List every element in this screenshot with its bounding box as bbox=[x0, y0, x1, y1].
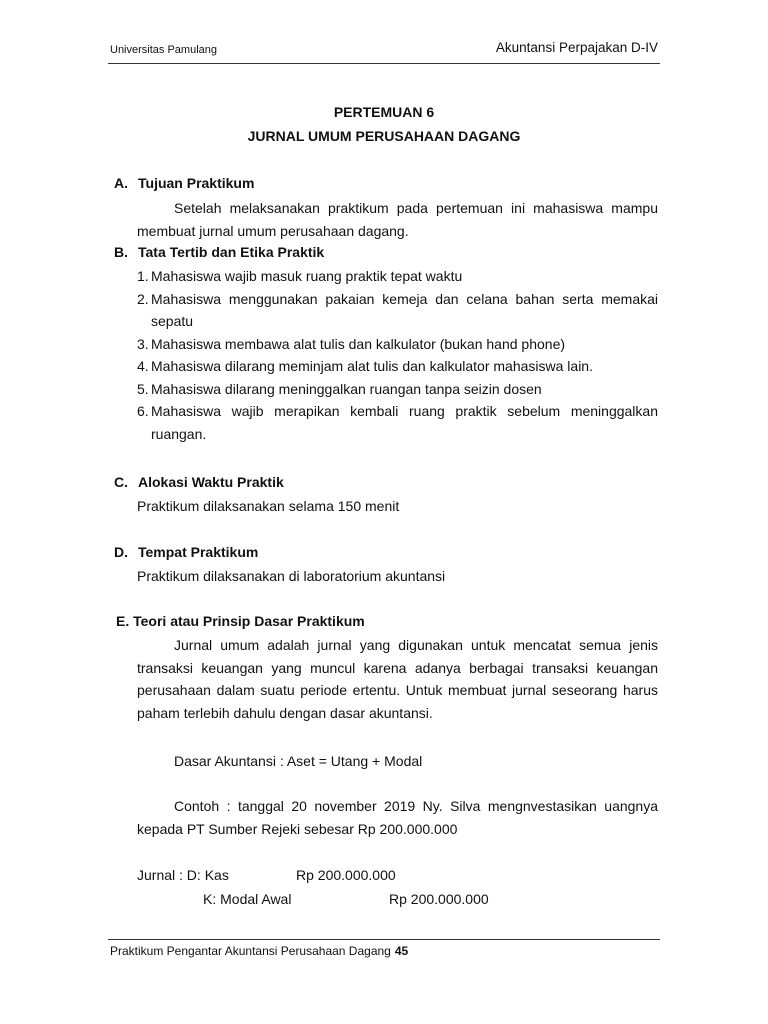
list-item-number: 1. bbox=[137, 268, 149, 284]
journal-debit-label: Jurnal : D: Kas bbox=[137, 867, 229, 883]
section-c-heading bbox=[114, 474, 284, 490]
section-c-letter: C. bbox=[114, 474, 128, 490]
section-d-heading bbox=[114, 544, 258, 560]
footer-text: Praktikum Pengantar Akuntansi Perusahaan Dagang bbox=[110, 944, 391, 958]
journal-debit-amount: Rp 200.000.000 bbox=[296, 867, 396, 883]
header-course: Akuntansi Perpajakan D-IV bbox=[495, 40, 658, 55]
rules-list bbox=[137, 265, 658, 445]
list-item-number: 6. bbox=[137, 403, 149, 419]
list-item-text: Mahasiswa membawa alat tulis dan kalkulator (bukan hand phone) bbox=[151, 335, 566, 352]
section-a-letter: A. bbox=[114, 175, 128, 191]
list-item-text: Mahasiswa dilarang meminjam alat tulis dan kalkulator mahasiswa lain. bbox=[151, 358, 593, 374]
list-item-number: 2. bbox=[137, 290, 149, 307]
page-title-topic: JURNAL UMUM PERUSAHAAN DAGANG bbox=[247, 128, 521, 144]
journal-credit-amount: Rp 200.000.000 bbox=[389, 891, 489, 907]
page-number: 45 bbox=[394, 944, 409, 958]
list-item-text: Mahasiswa menggunakan pakaian kemeja dan celana bahan serta memakai sepatu bbox=[151, 290, 658, 329]
header-divider bbox=[108, 63, 660, 64]
section-a-heading bbox=[114, 175, 254, 191]
example-text: Contoh : tanggal 20 november 2019 Ny. Silva mengnvestasikan uangnya kepada PT Sumber Rejeki sebesar Rp 200.000.000 bbox=[137, 798, 658, 837]
footer-divider bbox=[108, 939, 660, 940]
list-item bbox=[137, 288, 658, 333]
section-b-heading bbox=[114, 244, 324, 260]
accounting-equation: Dasar Akuntansi : Aset = Utang + Modal bbox=[174, 753, 423, 769]
section-c-text: Praktikum dilaksanakan selama 150 menit bbox=[137, 498, 400, 514]
list-item-number: 3. bbox=[137, 335, 149, 352]
list-item-text: Mahasiswa wajib merapikan kembali ruang praktik sebelum meninggalkan ruangan. bbox=[151, 403, 658, 442]
section-b-title: Tata Tertib dan Etika Praktik bbox=[138, 244, 325, 260]
section-c-title: Alokasi Waktu Praktik bbox=[138, 474, 284, 490]
list-item-text: Mahasiswa wajib masuk ruang praktik tepat waktu bbox=[151, 268, 463, 284]
list-item-number: 5. bbox=[137, 380, 149, 397]
section-e-letter: E. bbox=[116, 613, 130, 629]
section-a-title: Tujuan Praktikum bbox=[138, 175, 255, 191]
section-e-heading bbox=[116, 613, 365, 629]
page-title-meeting: PERTEMUAN 6 bbox=[333, 104, 435, 120]
list-item bbox=[137, 333, 658, 356]
section-d-letter: D. bbox=[114, 544, 128, 560]
list-item bbox=[137, 400, 658, 445]
section-d-text: Praktikum dilaksanakan di laboratorium akuntansi bbox=[137, 568, 446, 584]
section-b-letter: B. bbox=[114, 244, 128, 260]
list-item bbox=[137, 265, 658, 288]
section-a-paragraph: Setelah melaksanakan praktikum pada pertemuan ini mahasiswa mampu membuat jurnal umum perusahaan dagang. bbox=[137, 200, 658, 239]
footer bbox=[110, 944, 408, 958]
header-institution: Universitas Pamulang bbox=[110, 44, 217, 56]
list-item bbox=[137, 355, 658, 378]
journal-credit-label: K: Modal Awal bbox=[203, 891, 292, 907]
list-item bbox=[137, 378, 658, 401]
list-item-number: 4. bbox=[137, 358, 149, 374]
section-d-title: Tempat Praktikum bbox=[138, 544, 259, 560]
section-e-paragraph: Jurnal umum adalah jurnal yang digunakan untuk mencatat semua jenis transaksi keuangan yang muncul karena adanya berbagai transaksi keuangan perusahaan dalam suatu periode ertentu. Untuk membuat jurnal seseorang harus paham terlebih dahulu dengan dasar akuntansi. bbox=[137, 637, 658, 721]
section-e-title: Teori atau Prinsip Dasar Praktikum bbox=[133, 613, 365, 629]
list-item-text: Mahasiswa dilarang meninggalkan ruangan tanpa seizin dosen bbox=[151, 380, 542, 397]
